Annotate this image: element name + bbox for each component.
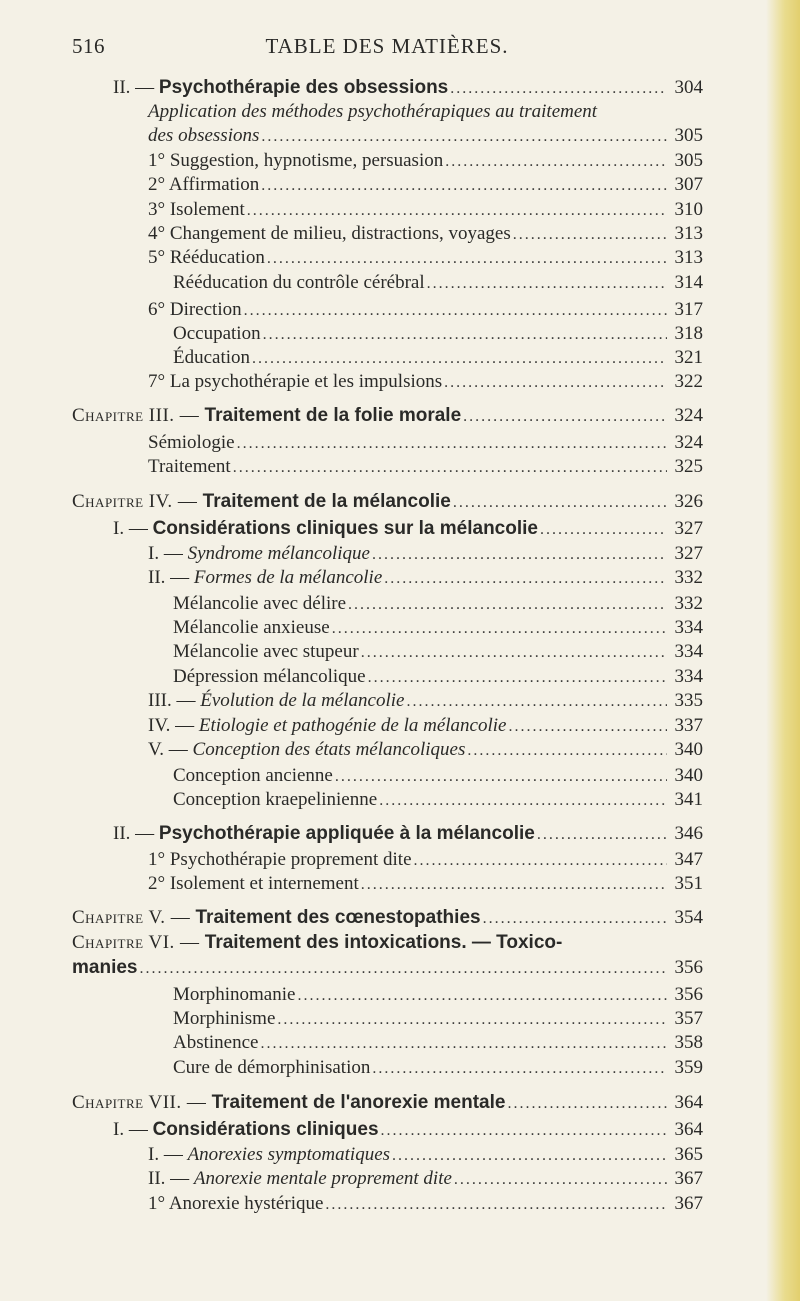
toc-entry-page: 313	[674, 247, 703, 268]
dot-leader	[453, 490, 667, 516]
toc-entry-prefix: V. —	[148, 739, 193, 760]
toc-entry-label	[148, 369, 442, 395]
toc-entry-page: 356	[674, 984, 703, 1005]
toc-entry-label	[148, 847, 412, 873]
dot-leader	[267, 246, 667, 272]
toc-entry-prefix: 1°	[148, 1193, 169, 1214]
toc-entry	[148, 847, 703, 873]
toc-entry	[148, 172, 703, 198]
toc-entry-prefix: 1°	[148, 150, 170, 171]
toc-entry-label	[148, 1166, 452, 1192]
toc-entry-title: Traitement de la mélancolie	[202, 491, 451, 512]
toc-entry-title: Conception kraepelinienne	[173, 789, 378, 810]
toc-entry-title: Affirmation	[168, 174, 260, 195]
dot-leader	[507, 1091, 667, 1117]
toc-entry-label	[173, 787, 377, 813]
toc-entry-label	[148, 172, 259, 198]
toc-entry-label	[148, 541, 370, 567]
toc-entry-title: Abstinence	[173, 1032, 259, 1053]
dot-leader	[444, 370, 667, 396]
toc-entry	[148, 1166, 703, 1192]
toc-entry-page: 340	[674, 739, 703, 760]
toc-entry-page: 334	[674, 666, 703, 687]
toc-entry	[113, 1117, 703, 1143]
toc-entry-prefix: II. —	[148, 567, 194, 588]
toc-entry	[72, 403, 703, 429]
toc-entry-page: 357	[674, 1008, 703, 1029]
toc-entry-page: 364	[674, 1092, 703, 1113]
toc-entry-title: Mélancolie anxieuse	[173, 617, 330, 638]
toc-entry-page: 327	[674, 518, 703, 539]
toc-entry	[148, 454, 703, 480]
toc-entry-prefix: II. —	[113, 823, 159, 844]
toc-entry-page: 334	[674, 641, 703, 662]
toc-entry-page: 364	[674, 1119, 703, 1140]
toc-entry	[72, 489, 703, 515]
dot-leader	[427, 271, 667, 297]
dot-leader	[361, 640, 667, 666]
toc-entry-label	[148, 1191, 323, 1217]
toc-entry-title: La psychothérapie et les impulsions	[169, 371, 443, 392]
toc-entry-title: Isolement et internement	[169, 873, 359, 894]
toc-entry-title: Traitement de l'anorexie mentale	[211, 1092, 506, 1113]
toc-entry-title: Application des méthodes psychothérapiques au traitement	[148, 101, 598, 122]
toc-entry-label	[148, 297, 242, 323]
toc-entry-page: 367	[674, 1168, 703, 1189]
toc-entry-page: 337	[674, 715, 703, 736]
toc-entry-prefix: III. —	[148, 690, 201, 711]
toc-entry-label	[173, 1055, 370, 1081]
toc-entry-title: Considérations cliniques	[152, 1119, 379, 1140]
toc-entry	[113, 821, 703, 847]
toc-entry-prefix: 5°	[148, 247, 170, 268]
dot-leader	[372, 1056, 667, 1082]
toc-entry-title: Éducation	[173, 347, 251, 368]
toc-entry	[173, 270, 703, 296]
toc-entry-page: 313	[674, 223, 703, 244]
dot-leader	[379, 788, 667, 814]
toc-entry-title: Psychothérapie appliquée à la mélancolie	[158, 823, 535, 844]
toc-entry-page: 354	[674, 907, 703, 928]
toc-entry-prefix: I. —	[113, 518, 153, 539]
dot-leader	[233, 455, 667, 481]
toc-entry-page: 346	[674, 823, 703, 844]
toc-entry-title: Anorexie mentale proprement dite	[193, 1168, 452, 1189]
toc-entry	[72, 905, 703, 931]
toc-entry-page: 347	[674, 849, 703, 870]
toc-entry-title: Isolement	[169, 199, 245, 220]
toc-entry-title: Traitement de la folie morale	[204, 405, 462, 426]
dot-leader	[260, 1031, 667, 1057]
toc-entry-page: 305	[674, 125, 703, 146]
toc-entry	[148, 297, 703, 323]
toc-entry-label	[148, 1142, 390, 1168]
toc-entry-label	[148, 713, 506, 739]
toc-entry	[148, 565, 703, 591]
toc-entry	[72, 1090, 703, 1116]
toc-entry	[148, 737, 703, 763]
toc-entry-title: Psychothérapie des obsessions	[158, 77, 449, 98]
toc-entry-label	[148, 454, 231, 480]
toc-entry-page: 341	[674, 789, 703, 810]
toc-entry-label	[72, 930, 562, 956]
toc-entry	[72, 955, 703, 981]
toc-entry-label	[148, 688, 404, 714]
toc-entry-prefix: 2°	[148, 873, 170, 894]
toc-entry-label	[148, 430, 235, 456]
toc-entry-page: 359	[674, 1057, 703, 1078]
toc-entry	[148, 430, 703, 456]
toc-entry-page: 340	[674, 765, 703, 786]
toc-entry-label	[148, 148, 443, 174]
toc-entry	[173, 982, 703, 1008]
toc-entry-title: Mélancolie avec stupeur	[173, 641, 359, 662]
toc-entry-title: Conception ancienne	[173, 765, 333, 786]
toc-entry-label	[148, 197, 245, 223]
toc-entry-title: Mélancolie avec délire	[173, 593, 347, 614]
dot-leader	[406, 689, 667, 715]
toc-entry	[148, 871, 703, 897]
toc-entry-page: 332	[674, 567, 703, 588]
toc-entry-label	[113, 1117, 379, 1143]
toc-entry	[173, 787, 703, 813]
toc-entry-page: 307	[674, 174, 703, 195]
toc-entry-label	[173, 270, 425, 296]
toc-entry-title: Rééducation	[169, 247, 265, 268]
toc-entry-page: 322	[674, 371, 703, 392]
toc-entry-page: 327	[674, 543, 703, 564]
toc-entry	[148, 123, 703, 149]
dot-leader	[261, 173, 667, 199]
toc-entry-prefix: II. —	[148, 1168, 194, 1189]
toc-entry-label	[173, 1006, 275, 1032]
toc-entry-prefix: Chapitre VII. —	[72, 1092, 212, 1113]
toc-entry-page: 332	[674, 593, 703, 614]
toc-entry-title: Évolution de la mélancolie	[200, 690, 405, 711]
toc-entry-label	[148, 737, 465, 763]
toc-entry-page: 325	[674, 456, 703, 477]
toc-entry-page: 335	[674, 690, 703, 711]
dot-leader	[454, 1167, 667, 1193]
toc-entry	[173, 639, 703, 665]
running-head	[72, 34, 702, 58]
toc-entry-page: 326	[674, 491, 703, 512]
toc-entry-prefix: 3°	[148, 199, 170, 220]
toc-entry-prefix: Chapitre VI. —	[72, 932, 205, 953]
toc-entry	[148, 713, 703, 739]
dot-leader	[537, 822, 667, 848]
toc-entry-label	[148, 221, 511, 247]
toc-entry-label	[72, 955, 137, 981]
toc-entry-prefix: Chapitre V. —	[72, 907, 196, 928]
toc-entry-label	[173, 639, 359, 665]
toc-entry-title: des obsessions	[148, 125, 260, 146]
toc-entry-prefix: 2°	[148, 174, 169, 195]
toc-entry-title: Conception des états mélancoliques	[192, 739, 466, 760]
toc-entry-title: Sémiologie	[148, 432, 235, 453]
toc-entry-page: 324	[674, 405, 703, 426]
toc-entry	[113, 75, 703, 101]
toc-entry	[173, 345, 703, 371]
toc-entry-title: Traitement	[148, 456, 231, 477]
toc-entry	[148, 148, 703, 174]
toc-entry-title: manies	[72, 957, 138, 978]
toc-entry	[173, 615, 703, 641]
toc-entry-label	[173, 345, 250, 371]
toc-entry	[148, 99, 703, 125]
toc-entry	[173, 1055, 703, 1081]
toc-entry-label	[72, 489, 451, 515]
toc-entry	[148, 1142, 703, 1168]
toc-entry-title: Rééducation du contrôle cérébral	[173, 272, 425, 293]
toc-entry	[148, 369, 703, 395]
toc-entry-label	[72, 905, 481, 931]
toc-entry-label	[113, 516, 538, 542]
toc-entry-label	[113, 75, 448, 101]
toc-entry-title: Traitement des cœnestopathies	[195, 907, 481, 928]
toc-entry-page: 356	[674, 957, 703, 978]
toc-entry-label	[148, 123, 259, 149]
toc-entry-label	[173, 321, 261, 347]
toc-entry-title: Morphinomanie	[173, 984, 296, 1005]
toc-entry	[173, 664, 703, 690]
toc-entry-title: Direction	[169, 299, 242, 320]
toc-entry-prefix: 6°	[148, 299, 170, 320]
toc-entry	[173, 763, 703, 789]
dot-leader	[467, 738, 667, 764]
toc-entry-page: 304	[674, 77, 703, 98]
toc-entry-label	[148, 99, 597, 125]
toc-entry-page: 365	[674, 1144, 703, 1165]
dot-leader	[139, 956, 667, 982]
toc-entry-title: Psychothérapie proprement dite	[169, 849, 412, 870]
toc-entry-prefix: I. —	[148, 543, 188, 564]
dot-leader	[261, 124, 667, 150]
toc-entry-page: 367	[674, 1193, 703, 1214]
toc-entry-title: Anorexie hystérique	[168, 1193, 324, 1214]
toc-entry-title: Changement de milieu, distractions, voyages	[169, 223, 511, 244]
toc-entry-label	[173, 615, 330, 641]
toc-entry-prefix: IV. —	[148, 715, 199, 736]
toc-entry	[148, 688, 703, 714]
toc-entry-page: 317	[674, 299, 703, 320]
toc-entry-title: Traitement des intoxications. — Toxico-	[204, 932, 563, 953]
toc-entry	[173, 321, 703, 347]
dot-leader	[540, 517, 667, 543]
toc-entry-label	[148, 565, 382, 591]
toc-entry-page: 314	[674, 272, 703, 293]
toc-entry-prefix: I. —	[113, 1119, 153, 1140]
toc-entry	[148, 541, 703, 567]
toc-entry-prefix: 7°	[148, 371, 170, 392]
toc-entry-page: 334	[674, 617, 703, 638]
toc-entry-page: 351	[674, 873, 703, 894]
dot-leader	[483, 906, 667, 932]
toc-entry-title: Morphinisme	[173, 1008, 276, 1029]
toc-entry-prefix: Chapitre IV. —	[72, 491, 203, 512]
toc-entry-title: Syndrome mélancolique	[187, 543, 370, 564]
toc-entry-label	[72, 1090, 505, 1116]
toc-entry-title: Etiologie et pathogénie de la mélancolie	[198, 715, 507, 736]
toc-entry-title: Anorexies symptomatiques	[187, 1144, 391, 1165]
toc-entry-page: 358	[674, 1032, 703, 1053]
toc-entry-label	[113, 821, 535, 847]
dot-leader	[463, 404, 667, 430]
toc-entry	[72, 930, 703, 956]
toc-entry	[173, 1030, 703, 1056]
toc-entry	[148, 245, 703, 271]
toc-entry-prefix: II. —	[113, 77, 159, 98]
paper-edge	[766, 0, 800, 1301]
dot-leader	[381, 1118, 667, 1144]
toc-entry-label	[148, 245, 265, 271]
toc-entry-title: Cure de démorphinisation	[173, 1057, 371, 1078]
toc-entry-title: Considérations cliniques sur la mélancolie	[152, 518, 538, 539]
toc-entry	[148, 197, 703, 223]
toc-entry-page: 305	[674, 150, 703, 171]
toc-entry-title: Suggestion, hypnotisme, persuasion	[169, 150, 444, 171]
toc-entry-label	[72, 403, 461, 429]
toc-entry-prefix: 4°	[148, 223, 170, 244]
toc-entry-label	[173, 1030, 258, 1056]
toc-entry-label	[173, 591, 346, 617]
page-title: TABLE DES MATIÈRES.	[265, 34, 509, 58]
toc-entry-title: Formes de la mélancolie	[193, 567, 383, 588]
toc-entry-label	[173, 763, 333, 789]
dot-leader	[384, 566, 667, 592]
dot-leader	[361, 872, 667, 898]
page-number: 516	[72, 34, 105, 58]
toc-entry	[173, 1006, 703, 1032]
toc-entry	[148, 221, 703, 247]
toc-entry	[148, 1191, 703, 1217]
toc-entry-prefix: I. —	[148, 1144, 188, 1165]
toc-entry	[113, 516, 703, 542]
toc-entry-prefix: 1°	[148, 849, 170, 870]
toc-entry-page: 321	[674, 347, 703, 368]
dot-leader	[325, 1192, 667, 1218]
toc-entry-label	[173, 982, 295, 1008]
toc-entry-page: 318	[674, 323, 703, 344]
toc-entry-page: 324	[674, 432, 703, 453]
toc-entry-label	[148, 871, 359, 897]
toc-entry-prefix: Chapitre III. —	[72, 405, 205, 426]
toc-entry-page: 310	[674, 199, 703, 220]
toc-entry-title: Occupation	[173, 323, 261, 344]
toc-entry	[173, 591, 703, 617]
toc-entry-label	[173, 664, 366, 690]
toc-entry-title: Dépression mélancolique	[173, 666, 366, 687]
